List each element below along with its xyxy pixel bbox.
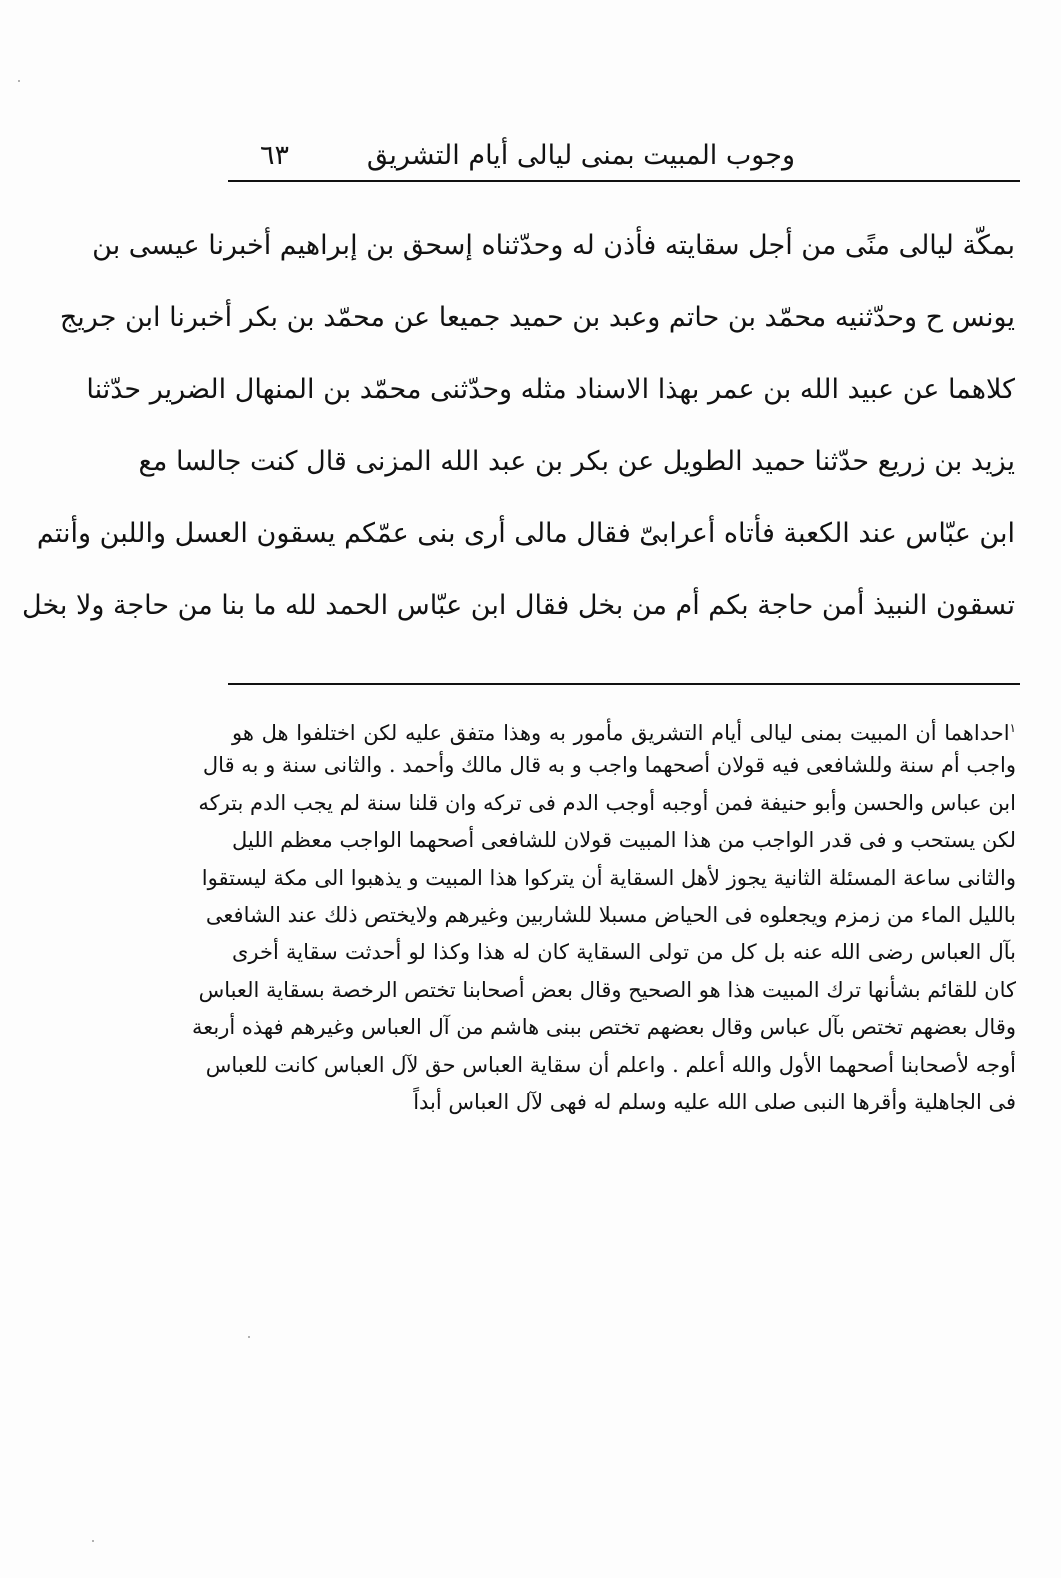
- commentary-line: والثانى ساعة المسئلة الثانية يجوز لأهل السقاية أن يتركوا هذا المبيت و يذهبوا الى مكة ليستقوا: [201, 865, 1016, 890]
- commentary-line-last: فى الجاهلية وأقرها النبى صلى الله عليه وسلم له فهى لآل العباس أبداً: [413, 1089, 1016, 1114]
- scan-speck: [18, 80, 20, 82]
- commentary-line-first: [232, 710, 1016, 747]
- scan-speck: [92, 1540, 94, 1542]
- commentary-text: [192, 710, 1016, 1121]
- commentary-line: بالليل الماء من زمزم ويجعلوه فى الحياض مسبلا للشاربين وغيرهم ولايختص ذلك عند الشافعى: [205, 902, 1016, 927]
- hadith-text: [22, 218, 1015, 650]
- text-line: يزيد بن زريع حدّثنا حميد الطويل عن بكر بن عبد الله المزنى قال كنت جالسا مع: [138, 446, 1015, 477]
- commentary-line: لكن يستحب و فى قدر الواجب من هذا المبيت قولان للشافعى أصحهما الواجب معظم الليل: [232, 828, 1016, 853]
- commentary-line: كان للقائم بشأنها ترك المبيت هذا هو الصحيح وقال بعض أصحابنا تختص الرخصة بسقاية العباس: [198, 977, 1016, 1002]
- commentary-line: ابن عباس والحسن وأبو حنيفة فمن أوجبه أوجب الدم فى تركه وان قلنا سنة لم يجب الدم بتركه: [198, 790, 1016, 815]
- commentary-rule: [228, 683, 1020, 685]
- running-title: وجوب المبيت بمنى ليالى أيام التشريق: [366, 140, 795, 171]
- text-line: يونس ح وحدّثنيه محمّد بن حاتم وعبد بن حميد جميعا عن محمّد بن بكر أخبرنا ابن جريج: [59, 302, 1015, 333]
- text-line: تسقون النبيذ أمن حاجة بكم أم من بخل فقال ابن عبّاس الحمد لله ما بنا من حاجة ولا بخل: [22, 590, 1015, 621]
- text-line: بمكّة ليالى منًى من أجل سقايته فأذن له وحدّثناه إسحق بن إبراهيم أخبرنا عيسى بن: [92, 230, 1015, 261]
- page-header: [228, 136, 1020, 176]
- commentary-line: وقال بعضهم تختص بآل عباس وقال بعضهم تختص ببنى هاشم من آل العباس وغيرهم فهذه أربعة: [192, 1015, 1016, 1040]
- commentary-line-text: احداهما أن المبيت بمنى ليالى أيام التشريق مأمور به وهذا متفق عليه لكن اختلفوا هل هو: [232, 721, 1010, 745]
- scan-speck: [248, 1336, 250, 1338]
- header-rule: [228, 180, 1020, 182]
- commentary-line: أوجه لأصحابنا أصحهما الأول والله أعلم . واعلم أن سقاية العباس حق لآل العباس كانت للعباس: [205, 1052, 1016, 1077]
- text-line: ابن عبّاس عند الكعبة فأتاه أعرابىّ فقال مالى أرى بنى عمّكم يسقون العسل واللبن وأنتم: [36, 518, 1015, 549]
- commentary-line: واجب أم سنة وللشافعى فيه قولان أصحهما واجب و به قال مالك وأحمد . والثانى سنة و به قال: [202, 753, 1016, 778]
- commentary-line: بآل العباس رضى الله عنه بل كل من تولى السقاية كان له هذا وكذا لو أحدثت سقاية أخرى: [232, 940, 1016, 965]
- page-number: ٦٣: [260, 140, 290, 171]
- text-line: كلاهما عن عبيد الله بن عمر بهذا الاسناد مثله وحدّثنى محمّد بن المنهال الضرير حدّثنا: [86, 374, 1015, 405]
- footnote-marker: ١: [1009, 721, 1016, 735]
